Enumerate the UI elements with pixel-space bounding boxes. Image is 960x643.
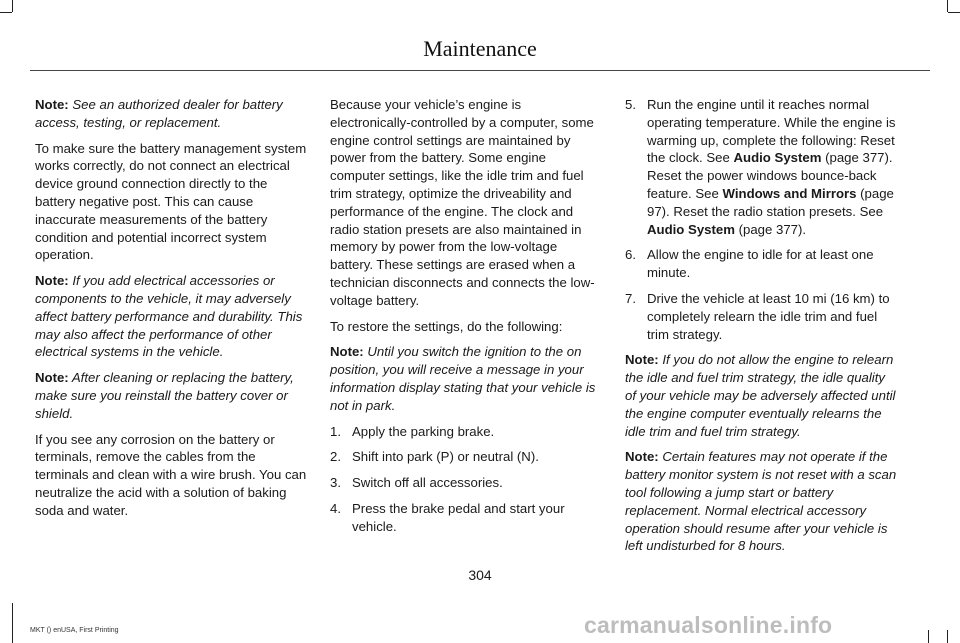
list-item	[330, 474, 602, 492]
paragraph-engine-settings: Because your vehicle’s engine is electronically-controlled by a computer, some engine control settings are maintained by power from the battery. Some engine computer settings, like the idle trim and fuel trim strategy, optimize the driveability and performance of the engine. The clock and radio station presets are also maintained in memory by power from the low-voltage battery. These settings are erased when a technician disconnects and connects the low-voltage battery.	[330, 97, 595, 308]
list-text: Allow the engine to idle for at least one minute.	[647, 247, 874, 281]
note-label: Note:	[35, 370, 69, 386]
list-text: Switch off all accessories.	[352, 475, 503, 491]
crop-mark-top-left	[12, 0, 13, 12]
list-item	[330, 423, 602, 441]
note-battery-monitor	[625, 448, 897, 555]
list-number: 7.	[625, 290, 636, 306]
step-text: (page 377).	[734, 221, 807, 237]
reference-audio-system[interactable]: Audio System	[647, 221, 735, 237]
list-text: Shift into park (P) or neutral (N).	[352, 449, 539, 465]
column-2	[330, 96, 602, 544]
page-header-title: Maintenance	[423, 36, 537, 61]
footer-print-info: MKT () enUSA, First Printing	[30, 627, 119, 634]
crop-mark-bottom-right-2	[928, 630, 929, 643]
note-label: Note:	[35, 97, 69, 112]
page-number: 304	[468, 567, 492, 583]
list-number: 2.	[330, 449, 341, 465]
list-number: 5.	[625, 97, 636, 112]
note-relearn	[625, 351, 897, 440]
crop-mark-bottom-left	[12, 603, 13, 643]
note-text: If you add electrical accessories or components to the vehicle, it may adversely affect battery performance and durability. This may also affect the performance of other electrical systems in the vehicle.	[35, 273, 303, 360]
list-item	[330, 500, 602, 536]
note-label: Note:	[35, 273, 69, 289]
reference-audio-system[interactable]: Audio System	[733, 150, 822, 166]
step-text: (page 97). Reset the radio station presets. See	[647, 185, 894, 219]
list-text	[647, 96, 897, 238]
header-rule	[30, 70, 930, 71]
list-number: 3.	[330, 475, 341, 491]
note-text: After cleaning or replacing the battery, make sure you reinstall the battery cover or shield.	[35, 370, 294, 421]
note-label: Note:	[625, 449, 659, 465]
list-number: 6.	[625, 247, 636, 263]
list-item	[625, 290, 897, 343]
crop-mark-top-right	[947, 0, 948, 12]
list-number: 1.	[330, 423, 341, 439]
note-label: Note:	[625, 352, 659, 368]
column-3	[625, 96, 897, 563]
list-text: Drive the vehicle at least 10 mi (16 km) to completely relearn the idle trim and fuel trim strategy.	[647, 290, 890, 342]
crop-mark-top-left-h	[0, 12, 12, 13]
paragraph-corrosion: If you see any corrosion on the battery or terminals, remove the cables from the terminals and clean with a wire brush. You can neutralize the acid with a solution of baking soda and water.	[35, 431, 307, 518]
list-item	[625, 96, 897, 238]
reference-windows-and-mirrors[interactable]: Windows and Mirrors	[722, 185, 857, 201]
paragraph-battery-management: To make sure the battery management system works correctly, do not connect an electrical device ground connection directly to the battery negative post. This can cause inaccurate measurements of the battery condition and potential incorrect system operation.	[35, 140, 307, 263]
note-text: Certain features may not operate if the battery monitor system is not reset with a scan tool following a jump start or battery replacement. Normal electrical accessory operation should resume after your vehicle is left undisturbed for 8 hours.	[625, 449, 897, 554]
note-label: Note:	[330, 344, 364, 360]
watermark: carmanualsonline.info	[584, 612, 833, 638]
note-ignition	[330, 343, 602, 414]
note-text: If you do not allow the engine to relearn the idle and fuel trim strategy, the idle quality of your vehicle may be adversely affected until the engine computer eventually relearns the idle trim and fuel trim strategy.	[625, 352, 896, 439]
list-number: 4.	[330, 500, 341, 516]
step-text: (page 377). Reset the power windows bounce-back feature. See	[647, 150, 893, 201]
note-battery-cover	[35, 369, 307, 422]
list-item	[625, 246, 897, 282]
step-text: Run the engine until it reaches normal operating temperature. While the engine is warming up, complete the following: Reset the clock. See	[647, 97, 896, 166]
note-dealer	[35, 96, 307, 132]
paragraph-restore-intro: To restore the settings, do the following:	[330, 318, 563, 334]
column-1	[35, 96, 307, 528]
crop-mark-bottom-right	[947, 630, 948, 643]
list-text: Apply the parking brake.	[352, 423, 495, 439]
list-text: Press the brake pedal and start your vehicle.	[352, 500, 565, 534]
note-accessories	[35, 272, 307, 361]
note-text: Until you switch the ignition to the on position, you will receive a message in your information display stating that your vehicle is not in park.	[330, 344, 596, 413]
note-text: See an authorized dealer for battery access, testing, or replacement.	[35, 97, 283, 130]
list-item	[330, 448, 602, 466]
crop-mark-top-right-h	[948, 12, 960, 13]
